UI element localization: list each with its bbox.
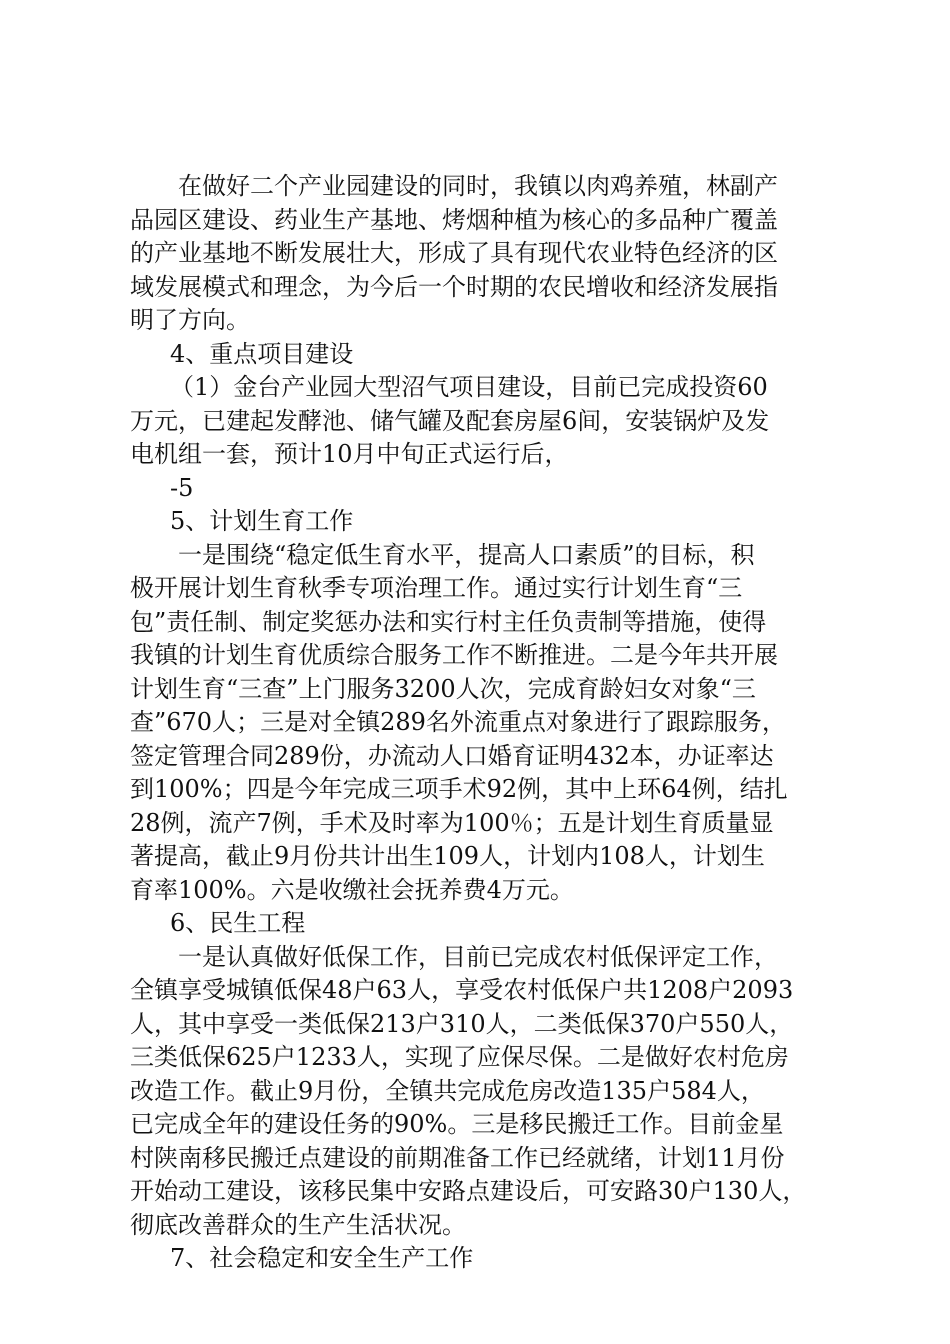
document-body [130,170,830,1276]
text-line: 7、社会稳定和安全生产工作 [170,1244,474,1272]
text-line: 极开展计划生育秋季专项治理工作。通过实行计划生育“三 [130,574,743,602]
text-line: 签定管理合同289份，办流动人口婚育证明432本，办证率达 [130,741,774,770]
text-line: 育率100%。六是收缴社会抚养费4万元。 [130,875,574,904]
text-line: 明了方向。 [130,306,250,334]
text-line: 5、计划生育工作 [170,507,354,535]
text-line: 彻底改善群众的生产生活状况。 [130,1210,466,1239]
text-line: 已完成全年的建设任务的90%。三是移民搬迁工作。目前金星 [130,1110,784,1138]
text-line: -5 [170,473,194,502]
text-line: 人，其中享受一类低保213户310人，二类低保370户550人， [130,1009,794,1038]
text-line: 村陕南移民搬迁点建设的前期准备工作已经就绪，计划11月份 [130,1143,785,1172]
text-line: 一是认真做好低保工作，目前已完成农村低保评定工作， [178,942,778,971]
text-line: 著提高，截止9月份共计出生109人，计划内108人，计划生 [130,842,765,870]
text-line: 三类低保625户1233人，实现了应保尽保。二是做好农村危房 [130,1043,789,1071]
text-line: 一是围绕“稳定低生育水平，提高人口素质”的目标，积 [178,540,755,569]
text-line: 在做好二个产业园建设的同时，我镇以肉鸡养殖，林副产 [178,172,778,200]
text-line: 28例，流产7例，手术及时率为100％；五是计划生育质量显 [130,808,774,837]
text-line: 的产业基地不断发展壮大，形成了具有现代农业特色经济的区 [130,239,778,267]
text-line: 计划生育“三查”上门服务3200人次，完成育龄妇女对象“三 [130,674,756,703]
text-line: 查”670人；三是对全镇289名外流重点对象进行了跟踪服务， [130,708,786,736]
text-line: 电机组一套，预计10月中旬正式运行后， [130,440,569,468]
text-line: 包”责任制、制定奖惩办法和实行村主任负责制等措施，使得 [130,607,767,636]
text-line: 改造工作。截止9月份，全镇共完成危房改造135户584人， [130,1076,765,1105]
text-line: 全镇享受城镇低保48户63人，享受农村低保户共1208户2093 [130,976,794,1004]
text-line: 我镇的计划生育优质综合服务工作不断推进。二是今年共开展 [130,641,778,669]
text-line: 域发展模式和理念，为今后一个时期的农民增收和经济发展指 [130,272,778,301]
text-line: 4、重点项目建设 [170,339,354,368]
text-line: 开始动工建设，该移民集中安路点建设后，可安路30户130人， [130,1177,807,1205]
text-line: 到100%；四是今年完成三项手术92例，其中上环64例，结扎 [130,775,788,803]
text-line: （1）金台产业园大型沼气项目建设，目前已完成投资60 [170,373,768,401]
text-line: 品园区建设、药业生产基地、烤烟种植为核心的多品种广覆盖 [130,205,778,234]
text-line: 万元，已建起发酵池、储气罐及配套房屋6间，安装锅炉及发 [130,406,770,435]
text-line: 6、民生工程 [170,909,306,937]
